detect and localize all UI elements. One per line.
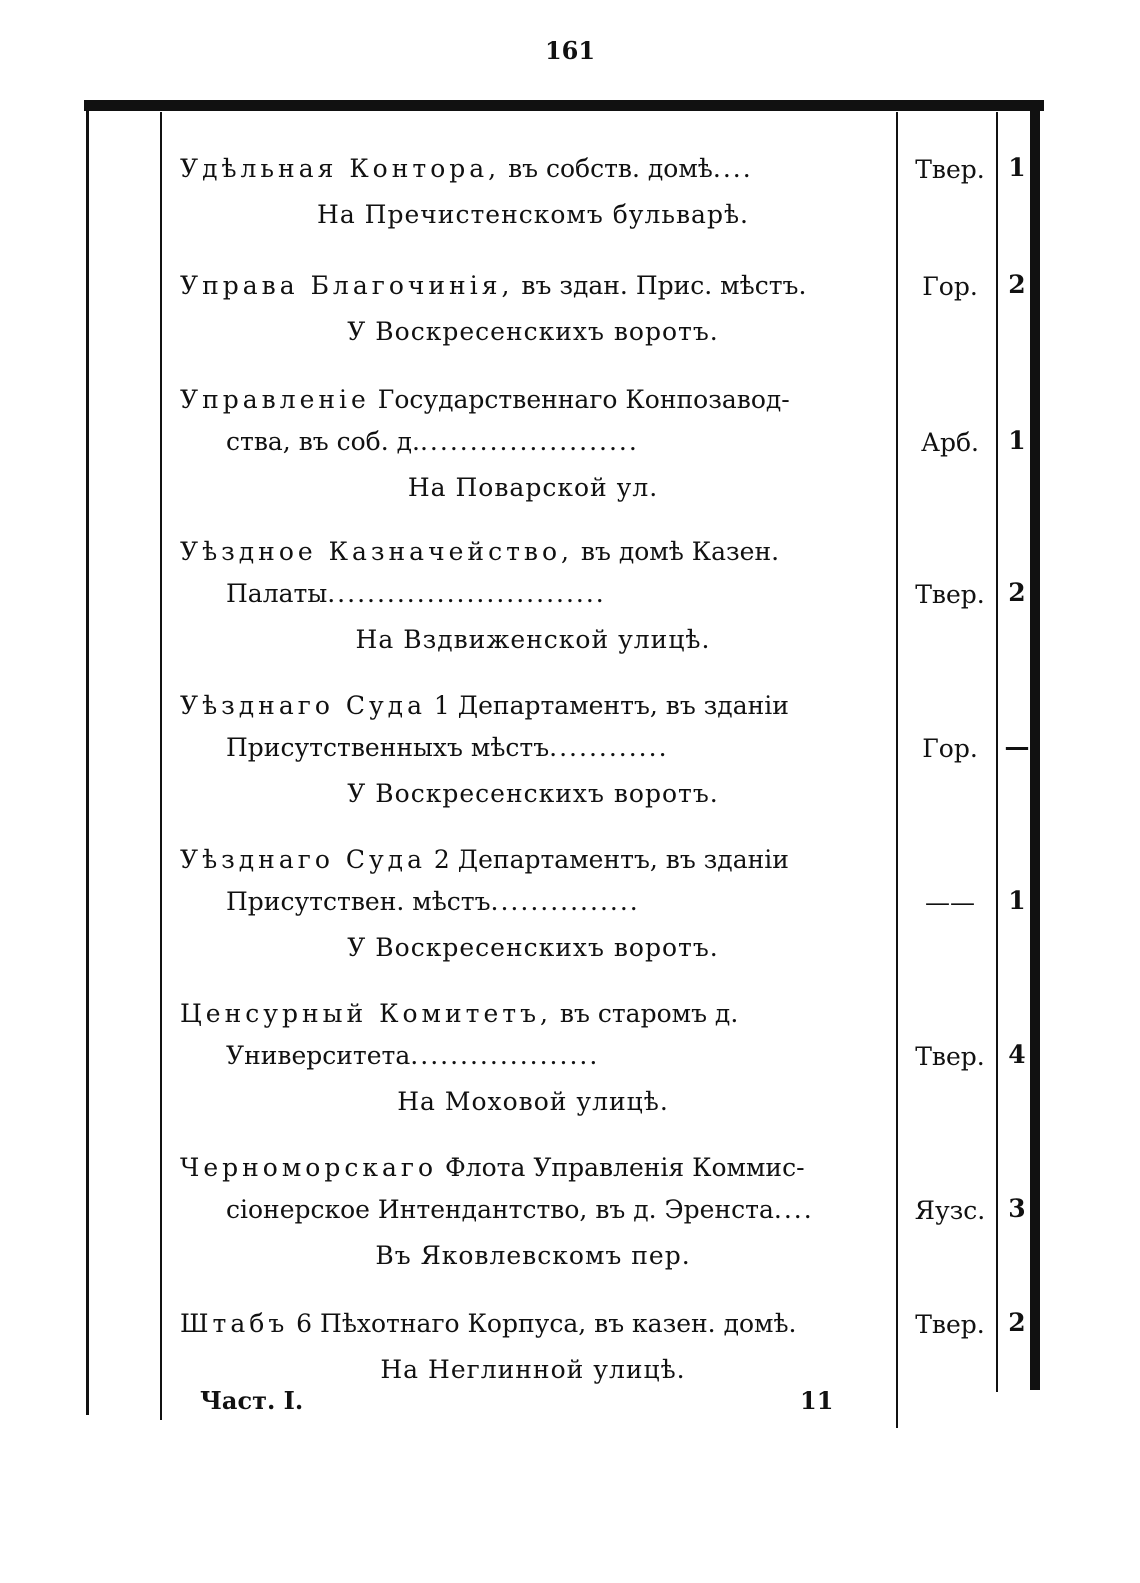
sheet-number: 11 — [800, 1386, 834, 1415]
directory-entry — [180, 528, 1026, 662]
street-address: На Пречистенскомъ бульварѣ. — [317, 200, 749, 229]
institution-name: Удѣльная Контора, — [180, 154, 501, 183]
district: Гор. — [922, 272, 978, 301]
directory-entry — [180, 145, 1026, 237]
outer-left-border — [86, 105, 89, 1415]
institution-name: Штабъ — [180, 1309, 289, 1338]
building-description: въ собств. домѣ — [500, 154, 713, 183]
district: —— — [925, 888, 975, 917]
institution-name: Управленіе — [180, 385, 370, 414]
building-description: Присутственныхъ мѣстъ — [226, 733, 550, 762]
street-address: На Поварской ул. — [407, 473, 659, 502]
building-description: въ домѣ Казен. — [572, 537, 780, 566]
building-description: сіонерское Интендантство, въ д. Эренста — [226, 1195, 774, 1224]
directory-entry — [180, 836, 1026, 970]
district: Гор. — [922, 734, 978, 763]
entry-line — [180, 262, 1026, 310]
part-number: 1 — [1008, 886, 1026, 915]
part-number: 3 — [1008, 1194, 1026, 1223]
leader-dots: .... — [773, 1195, 814, 1224]
street-address: На Вздвиженской улицѣ. — [355, 625, 711, 654]
institution-name: Уѣзднаго Суда — [180, 845, 426, 874]
institution-name: Управа Благочинія, — [180, 271, 514, 300]
district: Твер. — [915, 580, 985, 609]
entry-line — [180, 570, 1026, 618]
entry-line — [180, 724, 1030, 772]
directory-entry — [180, 376, 1026, 510]
building-description: ства, въ соб. д. — [226, 427, 420, 456]
district: Яузс. — [914, 1196, 986, 1225]
directory-entry — [180, 990, 1026, 1124]
street-address: Въ Яковлевскомъ пер. — [375, 1241, 691, 1270]
building-description: Присутствен. мѣстъ — [226, 887, 491, 916]
text-column-rule — [160, 112, 162, 1420]
entry-line — [180, 1032, 1026, 1080]
entry-line — [180, 528, 1020, 576]
leader-dots: ............................ — [327, 579, 606, 608]
institution-name: Уѣзднаго Суда — [180, 691, 426, 720]
district: Твер. — [915, 1310, 985, 1339]
entry-line — [180, 836, 1020, 884]
street-address: На Неглинной улицѣ. — [380, 1355, 686, 1384]
leader-dots: ................... — [410, 1041, 600, 1070]
institution-name: Уѣздное Казначейство, — [180, 537, 573, 566]
directory-entry — [180, 1144, 1026, 1278]
entry-line — [180, 990, 1020, 1038]
entry-line — [180, 145, 1026, 193]
top-rule — [84, 100, 1044, 111]
street-address: У Воскресенскихъ воротъ. — [347, 317, 719, 346]
building-description: Палаты — [226, 579, 328, 608]
building-description: Государственнаго Конпозавод- — [369, 385, 790, 414]
part-number: 2 — [1008, 270, 1026, 299]
directory-entry — [180, 262, 1026, 354]
directory-entry — [180, 682, 1030, 816]
page-number: 161 — [544, 36, 596, 65]
entry-line — [180, 1144, 1020, 1192]
part-number: 1 — [1008, 426, 1026, 455]
entry-line — [180, 1186, 1026, 1234]
signature-mark: Част. I. — [200, 1386, 304, 1415]
building-description: 1 Департаментъ, въ зданіи — [425, 691, 789, 720]
building-description: Университета — [226, 1041, 411, 1070]
leader-dots: ............ — [549, 733, 669, 762]
building-description: въ здан. Прис. мѣстъ. — [513, 271, 807, 300]
street-address: У Воскресенскихъ воротъ. — [347, 933, 719, 962]
part-number: 2 — [1008, 578, 1026, 607]
building-description: въ старомъ д. — [551, 999, 739, 1028]
leader-dots: ............... — [490, 887, 640, 916]
part-number: 1 — [1008, 153, 1026, 182]
entry-line — [180, 682, 1020, 730]
street-address: На Моховой улицѣ. — [397, 1087, 669, 1116]
institution-name: Ценсурный Комитетъ, — [180, 999, 552, 1028]
part-number: 2 — [1008, 1308, 1026, 1337]
directory-entry — [180, 1300, 1026, 1392]
entry-line — [180, 878, 1026, 926]
part-number: — — [1004, 732, 1030, 761]
entry-line — [180, 1300, 1026, 1348]
street-address: У Воскресенскихъ воротъ. — [347, 779, 719, 808]
leader-dots: ...................... — [419, 427, 639, 456]
entry-line — [180, 376, 1020, 424]
district: Арб. — [921, 428, 979, 457]
part-number: 4 — [1008, 1040, 1026, 1069]
leader-dots: .... — [712, 154, 753, 183]
building-description: 6 Пѣхотнаго Корпуса, въ казен. домѣ. — [288, 1309, 797, 1338]
district: Твер. — [915, 1042, 985, 1071]
district: Твер. — [915, 155, 985, 184]
institution-name: Черноморскаго — [180, 1153, 438, 1182]
building-description: Флота Управленія Коммис- — [437, 1153, 805, 1182]
entry-line — [180, 418, 1026, 466]
building-description: 2 Департаментъ, въ зданіи — [425, 845, 789, 874]
